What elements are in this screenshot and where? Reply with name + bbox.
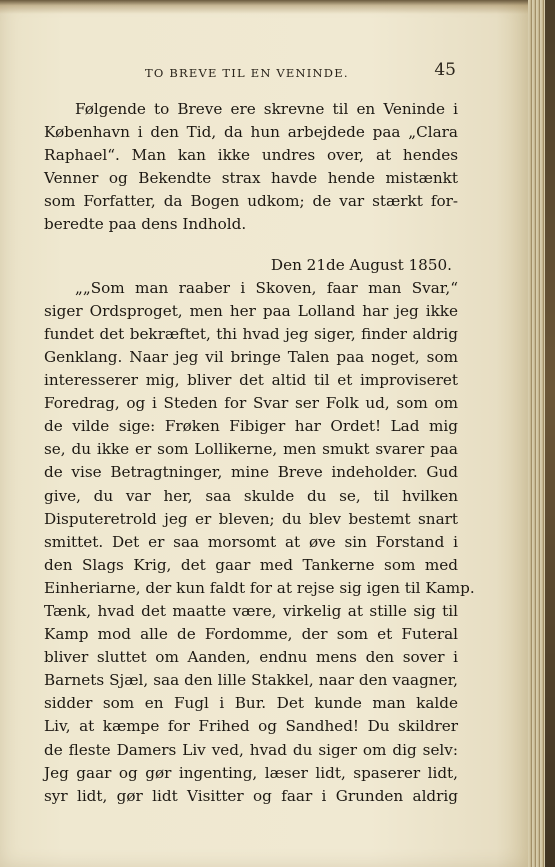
- text-line: de vise Betragtninger, mine Breve indeholder. Gud: [44, 463, 458, 482]
- text-line: se, du ikke er som Lollikerne, men smukt svarer paa: [44, 440, 458, 459]
- text-line: „„Som man raaber i Skoven, faar man Svar,“: [75, 278, 458, 297]
- text-line: Følgende to Breve ere skrevne til en Veninde i: [75, 100, 458, 118]
- text-line: syr lidt, gør lidt Visitter og faar i Grunden aldrig: [44, 786, 458, 805]
- text-line: Einheriarne, der kun faldt for at rejse sig igen til Kamp.: [44, 578, 475, 597]
- paragraph-gap: [44, 237, 458, 254]
- text-line: interesserer mig, bliver det altid til et improviseret: [44, 371, 458, 390]
- running-head-title: TO BREVE TIL EN VENINDE.: [145, 66, 349, 80]
- running-head: [120, 60, 456, 84]
- text-line: Genklang. Naar jeg vil bringe Talen paa noget, som: [44, 347, 458, 366]
- text-line: give, du var her, saa skulde du se, til hvilken: [44, 486, 458, 505]
- text-line: siger Ordsproget, men her paa Lolland har jeg ikke: [44, 301, 458, 320]
- text-line: fundet det bekræftet, thi hvad jeg siger, finder aldrig: [44, 324, 458, 343]
- text-line: sidder som en Fugl i Bur. Det kunde man kalde: [44, 694, 458, 713]
- text-line: København i den Tid, da hun arbejdede paa „Clara: [44, 123, 458, 142]
- text-line: Kamp mod alle de Fordomme, der som et Futeral: [44, 625, 458, 644]
- text-line: de fleste Damers Liv ved, hvad du siger om dig selv:: [44, 740, 458, 759]
- body-text: [44, 98, 475, 808]
- text-line: smittet. Det er saa morsomt at øve sin Forstand i: [44, 532, 458, 551]
- text-line: beredte paa dens Indhold.: [44, 215, 247, 234]
- page-top-shadow: [0, 0, 528, 14]
- text-line: Tænk, hvad det maatte være, virkelig at stille sig til: [44, 601, 458, 620]
- letter-dateline: Den 21de August 1850.: [270, 255, 452, 274]
- text-line: som Forfatter, da Bogen udkom; de var stærkt for-: [44, 192, 458, 211]
- text-line: Raphael“. Man kan ikke undres over, at hendes: [44, 146, 458, 165]
- page-number: 45: [434, 60, 456, 80]
- text-line: de vilde sige: Frøken Fibiger har Ordet! Lad mig: [44, 417, 458, 436]
- text-line: Jeg gaar og gør ingenting, læser lidt, spaserer lidt,: [44, 763, 458, 782]
- text-line: Foredrag, og i Steden for Svar ser Folk ud, som om: [44, 394, 458, 413]
- text-line: Disputeretrold jeg er bleven; du blev bestemt snart: [44, 509, 458, 528]
- text-line: Venner og Bekendte strax havde hende mistænkt: [44, 169, 458, 188]
- book-cover-edge: [545, 0, 555, 867]
- text-line: Barnets Sjæl, saa den lille Stakkel, naar den vaagner,: [44, 671, 458, 690]
- text-line: den Slags Krig, det gaar med Tankerne som med: [44, 555, 458, 574]
- text-line: Liv, at kæmpe for Frihed og Sandhed! Du skildrer: [44, 717, 458, 736]
- text-line: bliver sluttet om Aanden, endnu mens den sover i: [44, 648, 458, 667]
